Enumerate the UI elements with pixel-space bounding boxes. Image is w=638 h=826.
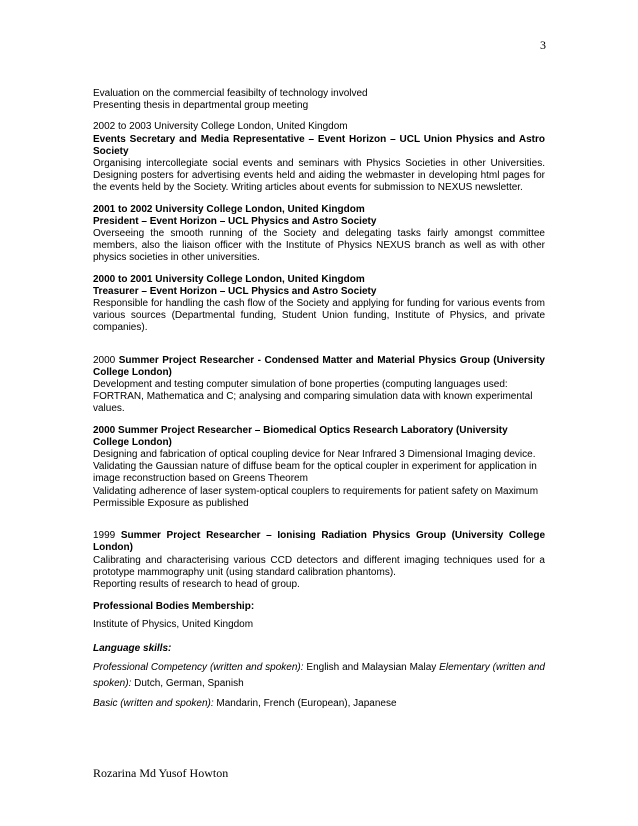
entry-title: Treasurer – Event Horizon – UCL Physics and Astro Society — [93, 285, 377, 297]
project-entry — [93, 355, 545, 416]
professional-label: Professional Competency (written and spoken): — [93, 661, 304, 673]
project-entry — [93, 425, 545, 510]
basic-label: Basic (written and spoken): — [93, 697, 214, 709]
experience-entry — [93, 274, 545, 335]
project-body: Validating the Gaussian nature of diffuse beam for the optical coupler in experiment for application in image reconstruction based on Greens Theorem — [93, 461, 537, 485]
entry-heading: 2000 to 2001 University College London, United Kingdom — [93, 273, 365, 285]
page-content — [93, 88, 545, 712]
project-body: Designing and fabrication of optical coupling device for Near Infrared 3 Dimensional Imaging device. — [93, 449, 536, 461]
language-professional — [93, 660, 545, 692]
professional-value: English and Malaysian Malay — [303, 661, 440, 673]
project-heading — [93, 530, 545, 554]
continuation-line: Presenting thesis in departmental group meeting — [93, 100, 309, 112]
experience-entry — [93, 121, 545, 194]
project-body: Calibrating and characterising various CCD detectors and different imaging techniques used for a prototype mammography unit (using standard calibration phantoms). — [93, 554, 545, 578]
entry-body: Overseeing the smooth running of the Society and delegating tasks fairly amongst committee members, also the liaison officer with the Institute of Physics NEXUS branch as well as with other physics societies in other universities. — [93, 228, 545, 264]
memberships-heading: Professional Bodies Membership: — [93, 601, 255, 613]
project-entry — [93, 530, 545, 591]
entry-body: Responsible for handling the cash flow of the Society and applying for funding for various events from various sources (Departmental funding, Student Union funding, Institute of Physics, and private companies). — [93, 298, 545, 334]
project-title: Summer Project Researcher - Condensed Matter and Material Physics Group (University College London) — [93, 354, 545, 378]
entry-heading: 2001 to 2002 University College London, United Kingdom — [93, 203, 365, 215]
entry-body: Organising intercollegiate social events and seminars with Physics Societies in other Universities. Designing posters for advertising events held and aiding the webmaster in developing html pages for the events held by the Society. Writing articles about events for submission to NEXUS newsletter. — [93, 158, 545, 194]
project-year: 2000 — [93, 354, 116, 366]
page-number: 3 — [540, 38, 546, 52]
entry-title: President – Event Horizon – UCL Physics and Astro Society — [93, 215, 377, 227]
footer-author: Rozarina Md Yusof Howton — [93, 766, 229, 780]
elementary-label: Elementary (written and spoken): — [93, 661, 545, 689]
project-heading — [93, 355, 545, 379]
experience-entry — [93, 204, 545, 265]
project-title: Summer Project Researcher – Ionising Radiation Physics Group (University College London) — [93, 530, 546, 554]
elementary-value: Dutch, German, Spanish — [131, 677, 244, 689]
entry-heading: 2002 to 2003 University College London, United Kingdom — [93, 121, 348, 133]
memberships-value: Institute of Physics, United Kingdom — [93, 619, 254, 631]
project-year: 1999 — [93, 530, 116, 542]
continuation-block — [93, 88, 545, 112]
project-title: 2000 Summer Project Researcher – Biomedical Optics Research Laboratory (University College London) — [93, 424, 508, 448]
project-body: Reporting results of research to head of group. — [93, 578, 300, 590]
entry-title: Events Secretary and Media Representative – Event Horizon – UCL Union Physics and Astro Society — [93, 133, 545, 157]
basic-value: Mandarin, French (European), Japanese — [213, 697, 397, 709]
project-body: Development and testing computer simulation of bone properties (computing languages used: FORTRAN, Mathematica and C; analysing and comparing simulation data with known experimental values. — [93, 379, 533, 415]
language-basic — [93, 696, 545, 712]
languages-heading: Language skills: — [93, 643, 172, 655]
project-body: Validating adherence of laser system-optical couplers to requirements for patient safety on Maximum Permissible Exposure as published — [93, 485, 539, 509]
continuation-line: Evaluation on the commercial feasibilty of technology involved — [93, 88, 368, 99]
